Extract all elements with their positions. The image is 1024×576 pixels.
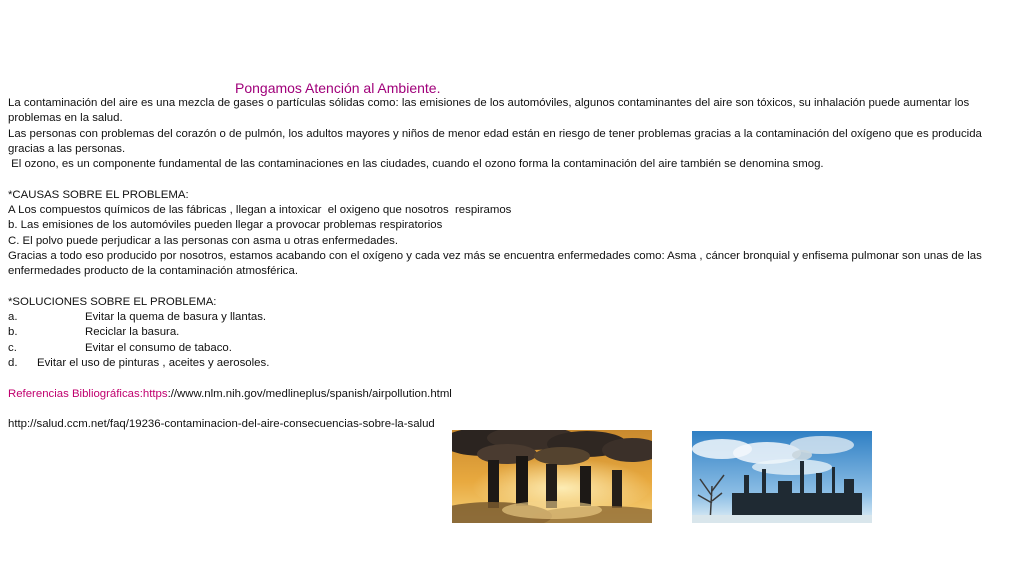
factory-smoke-photo [452, 430, 652, 523]
reference-link-2[interactable]: http://salud.ccm.net/faq/19236-contaminacion-del-aire-consecuencias-sobre-la-salud [8, 418, 435, 431]
slide-body [8, 96, 983, 433]
slide-title: Pongamos Atención al Ambiente. [235, 80, 441, 96]
cause-item: b. Las emisiones de los automóviles pueden llegar a provocar problemas respiratorios [8, 219, 443, 232]
refinery-photo [692, 431, 872, 523]
solution-item [8, 310, 983, 325]
cause-item: Gracias a todo eso producido por nosotros, estamos acabando con el oxígeno y cada vez más se encuentra enfermedades como: Asma , cáncer bronquial y enfisema pulmonar son unas de las enfermedades producto de la contaminación atmosférica. [8, 249, 982, 278]
solution-text: Evitar la quema de basura y llantas. [85, 311, 267, 324]
intro-paragraph: El ozono, es un componente fundamental de las contaminaciones en las ciudades, cuando el ozono forma la contaminación del aire también se denomina smog. [8, 158, 824, 171]
references-label: Referencias Bibliográficas: [8, 387, 143, 400]
cause-item: C. El polvo puede perjudicar a las personas con asma u otras enfermedades. [8, 234, 399, 247]
solution-item [8, 356, 983, 371]
solution-text: Evitar el consumo de tabaco. [85, 341, 232, 354]
intro-paragraph: Las personas con problemas del corazón o de pulmón, los adultos mayores y niños de menor edad están en riesgo de tener problemas gracias a la contaminación del oxígeno que es producida gracias a las personas. [8, 127, 982, 155]
solution-item [8, 325, 983, 340]
reference-link-1[interactable]: ://www.nlm.nih.gov/medlineplus/spanish/airpollution.html [167, 387, 452, 400]
reference-link-prefix[interactable]: https [142, 387, 168, 400]
references-line [8, 387, 983, 402]
solution-marker: d. [8, 357, 18, 370]
solution-marker: c. [8, 341, 17, 354]
causes-heading: *CAUSAS SOBRE EL PROBLEMA: [8, 188, 189, 201]
solution-text: Reciclar la basura. [85, 326, 180, 339]
solution-item [8, 341, 983, 356]
cause-item: A Los compuestos químicos de las fábricas , llegan a intoxicar el oxigeno que nosotros respiramos [8, 204, 512, 217]
solution-text: Evitar el uso de pinturas , aceites y aerosoles. [37, 357, 270, 370]
solution-marker: a. [8, 311, 18, 324]
intro-paragraph: La contaminación del aire es una mezcla de gases o partículas sólidas como: las emisiones de los automóviles, algunos contaminantes del aire son tóxicos, su inhalación puede aumentar los problemas en la salud. [8, 97, 970, 125]
solution-marker: b. [8, 326, 18, 339]
solutions-heading: *SOLUCIONES SOBRE EL PROBLEMA: [8, 295, 217, 308]
